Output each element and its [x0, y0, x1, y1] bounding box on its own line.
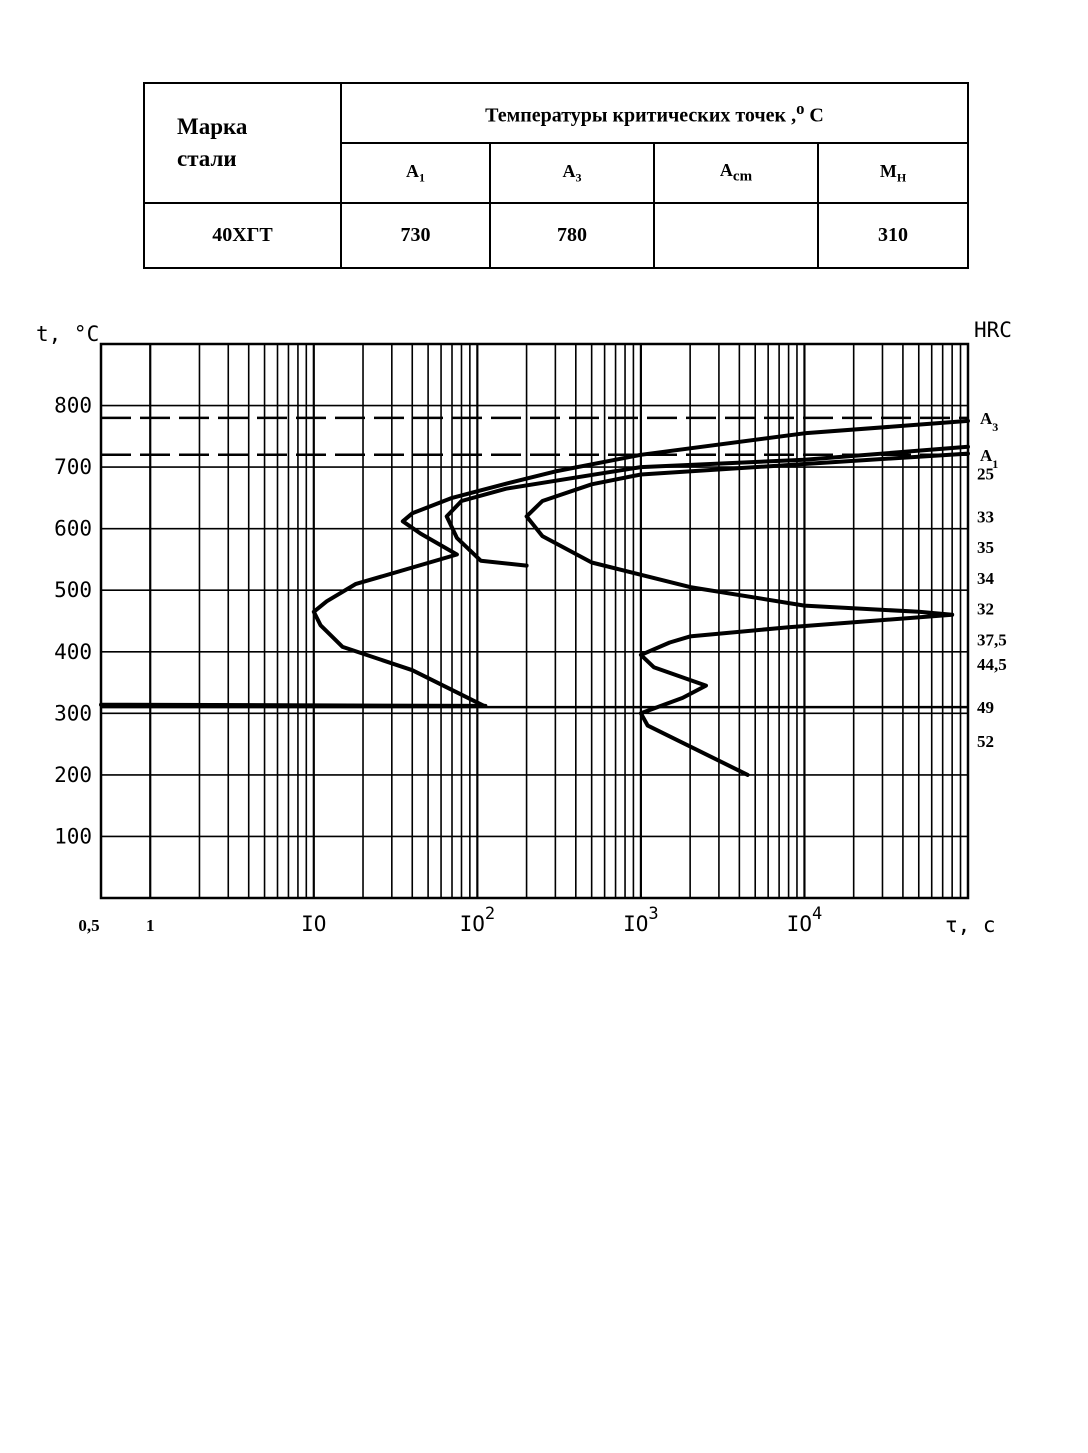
hrc-value-label: 37,5 — [977, 630, 1007, 650]
column-acm-main: А — [719, 160, 733, 181]
hrc-labels — [977, 464, 1007, 751]
column-a3-main: А — [562, 160, 576, 181]
hrc-value-label: 25 — [977, 464, 994, 484]
y-tick-label: 400 — [54, 639, 92, 664]
transformation-curve — [101, 705, 485, 706]
x-tick-label: $IO^3$ — [623, 904, 659, 936]
a1-value: 730 — [341, 203, 490, 268]
degree-sign: o — [796, 98, 805, 118]
hrc-value-label: 35 — [977, 538, 994, 558]
y-tick-labels — [54, 394, 92, 849]
column-a1-sub: 1 — [419, 170, 425, 185]
y-tick-label: 200 — [54, 762, 92, 787]
x-tick-labels — [78, 904, 822, 936]
x-tick-label: IO — [301, 912, 327, 936]
chart-grid — [101, 344, 968, 898]
y-tick-label: 700 — [54, 455, 92, 480]
temperature-header-unit: С — [809, 104, 824, 127]
column-mn-sub: Н — [896, 170, 907, 185]
a3-value: 780 — [490, 203, 654, 268]
critical-point-label-sub: 3 — [992, 419, 999, 434]
steel-grade-value: 40ХГТ — [144, 203, 341, 268]
y-axis-label: t, °C — [36, 322, 100, 346]
column-mn-main: М — [879, 160, 897, 181]
transformation-curve — [447, 447, 968, 566]
x-tick-label: 1 — [145, 916, 155, 935]
curves — [101, 421, 968, 775]
critical-point-label-sub: 1 — [992, 456, 999, 471]
x-tick-label: 0,5 — [78, 916, 100, 935]
transformation-curve — [527, 454, 968, 775]
hrc-axis-label: HRC — [974, 318, 1012, 342]
y-tick-label: 300 — [54, 701, 92, 726]
y-tick-label: 800 — [54, 393, 92, 418]
steel-grade-header-line2: стали — [177, 146, 237, 171]
column-acm-sub: cm — [732, 168, 753, 185]
hrc-value-label: 33 — [977, 507, 994, 527]
steel-grade-header-line1: Марка — [177, 114, 248, 139]
hrc-value-label: 44,5 — [977, 655, 1007, 675]
critical-point-label: $A_3$ — [980, 408, 999, 434]
hrc-value-label: 49 — [977, 698, 994, 718]
x-tick-label-exponent: 2 — [484, 904, 496, 924]
hrc-value-label: 52 — [977, 732, 994, 752]
x-tick-label: $IO^2$ — [459, 904, 496, 936]
critical-point-label: $A_1$ — [980, 445, 999, 471]
x-tick-label-exponent: 3 — [648, 904, 659, 924]
column-a3-sub: 3 — [575, 170, 582, 185]
mn-value: 310 — [818, 203, 968, 268]
y-tick-label: 500 — [54, 578, 92, 603]
temperature-header-text: Температуры критических точек , — [485, 104, 797, 127]
x-tick-label: $IO^4$ — [786, 904, 823, 936]
y-tick-label: 600 — [54, 516, 92, 541]
column-a1-main: А — [406, 160, 419, 181]
x-axis-label: τ, с — [945, 913, 996, 937]
plot-frame — [101, 344, 968, 898]
hrc-value-label: 34 — [977, 568, 994, 588]
y-tick-label: 100 — [54, 824, 92, 849]
hrc-value-label: 32 — [977, 599, 994, 619]
x-tick-label-exponent: 4 — [811, 904, 823, 924]
